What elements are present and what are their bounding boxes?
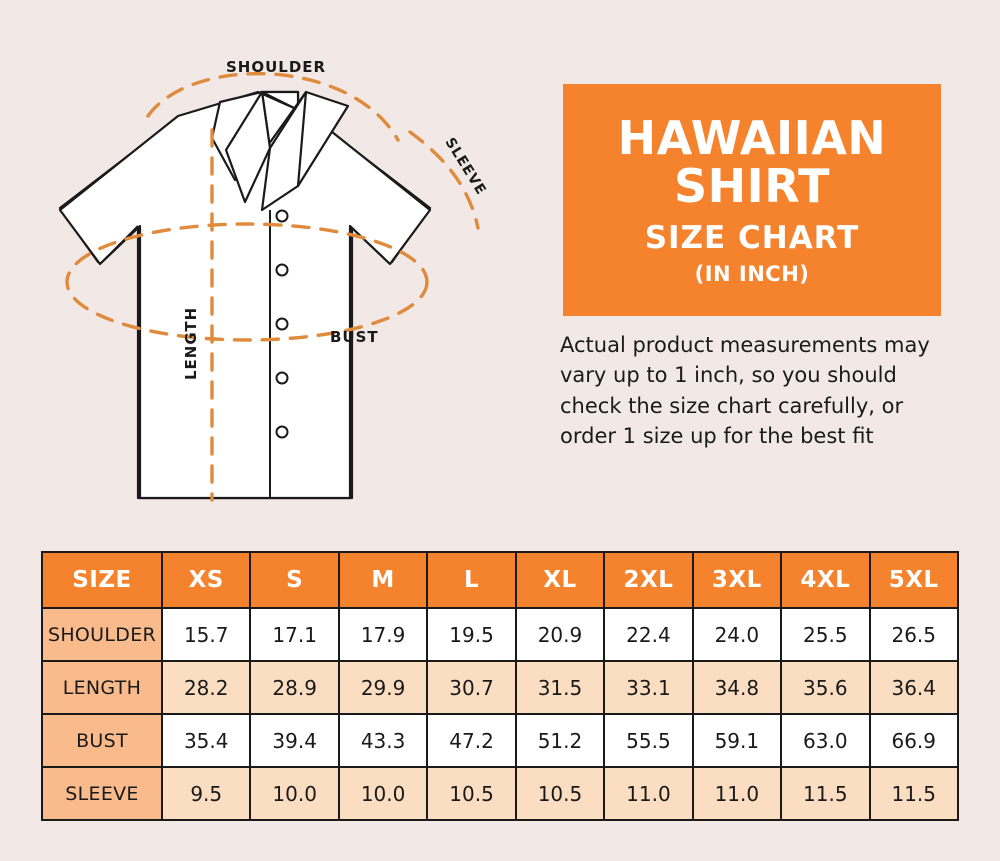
header-cell: XL <box>516 552 604 608</box>
table-cell: 35.4 <box>162 714 250 767</box>
row-label: LENGTH <box>42 661 162 714</box>
table-cell: 10.5 <box>427 767 515 820</box>
table-cell: 51.2 <box>516 714 604 767</box>
length-label: LENGTH <box>182 306 200 380</box>
header-cell: 4XL <box>781 552 869 608</box>
unit-label: (IN INCH) <box>694 262 810 287</box>
header-cell: 5XL <box>870 552 959 608</box>
shirt-illustration <box>30 30 550 510</box>
table-cell: 29.9 <box>339 661 427 714</box>
table-cell: 11.5 <box>781 767 869 820</box>
table-cell: 28.9 <box>250 661 338 714</box>
table-row <box>42 608 958 661</box>
table-row <box>42 661 958 714</box>
row-label: SLEEVE <box>42 767 162 820</box>
table-cell: 66.9 <box>870 714 959 767</box>
table-cell: 11.5 <box>870 767 959 820</box>
table-cell: 35.6 <box>781 661 869 714</box>
sleeve-label: SLEEVE <box>441 135 490 199</box>
title-block <box>563 84 941 316</box>
size-chart-table <box>41 551 959 821</box>
table-cell: 28.2 <box>162 661 250 714</box>
table-cell: 59.1 <box>693 714 781 767</box>
bust-label: BUST <box>330 328 379 346</box>
table-cell: 9.5 <box>162 767 250 820</box>
header-cell: XS <box>162 552 250 608</box>
table-cell: 31.5 <box>516 661 604 714</box>
table-cell: 36.4 <box>870 661 959 714</box>
table-cell: 26.5 <box>870 608 959 661</box>
table-cell: 63.0 <box>781 714 869 767</box>
page-subtitle: SIZE CHART <box>644 220 860 257</box>
table-cell: 17.9 <box>339 608 427 661</box>
table-cell: 10.0 <box>250 767 338 820</box>
measurement-note: Actual product measurements may vary up to 1 inch, so you should check the size chart carefully, or order 1 size up for the best fit <box>560 333 930 449</box>
table-cell: 47.2 <box>427 714 515 767</box>
table-cell: 30.7 <box>427 661 515 714</box>
header-cell: 2XL <box>604 552 692 608</box>
table-cell: 10.5 <box>516 767 604 820</box>
table-cell: 33.1 <box>604 661 692 714</box>
table-cell: 34.8 <box>693 661 781 714</box>
shoulder-label: SHOULDER <box>226 58 327 76</box>
header-cell: L <box>427 552 515 608</box>
table-cell: 19.5 <box>427 608 515 661</box>
table-cell: 39.4 <box>250 714 338 767</box>
shirt-diagram-svg <box>30 30 550 510</box>
table-header-row <box>42 552 958 608</box>
header-cell: 3XL <box>693 552 781 608</box>
row-label: BUST <box>42 714 162 767</box>
header-cell: SIZE <box>42 552 162 608</box>
page-title: HAWAIIAN SHIRT <box>617 110 887 213</box>
table-cell: 24.0 <box>693 608 781 661</box>
table-cell: 25.5 <box>781 608 869 661</box>
table-cell: 22.4 <box>604 608 692 661</box>
table-cell: 10.0 <box>339 767 427 820</box>
table-cell: 15.7 <box>162 608 250 661</box>
row-label: SHOULDER <box>42 608 162 661</box>
table-cell: 11.0 <box>693 767 781 820</box>
header-cell: S <box>250 552 338 608</box>
table-cell: 20.9 <box>516 608 604 661</box>
table-row <box>42 714 958 767</box>
table-cell: 43.3 <box>339 714 427 767</box>
table-cell: 17.1 <box>250 608 338 661</box>
header-cell: M <box>339 552 427 608</box>
table-cell: 11.0 <box>604 767 692 820</box>
table-cell: 55.5 <box>604 714 692 767</box>
table-row <box>42 767 958 820</box>
